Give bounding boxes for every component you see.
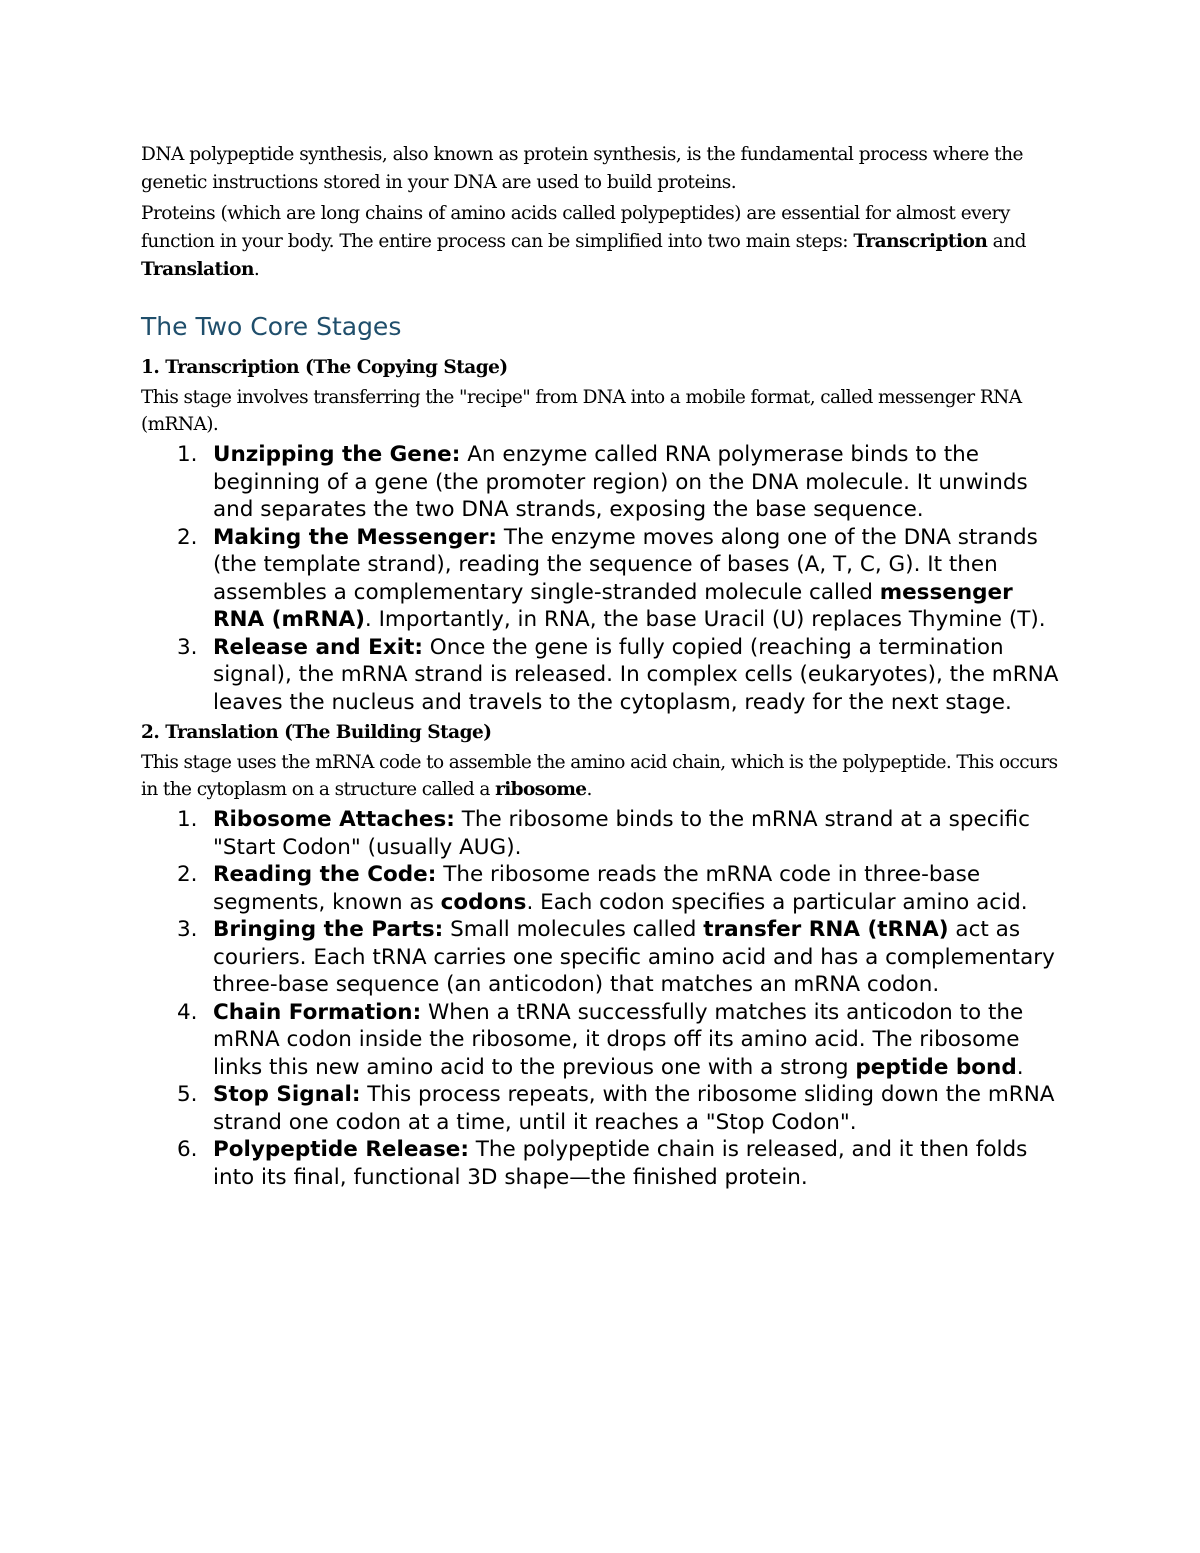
step-text: This process repeats, with the ribosome sliding down the mRNA strand one codon at a time, until it reaches a "Stop Codon". — [213, 1082, 1055, 1135]
section-heading: The Two Core Stages — [141, 312, 402, 341]
transcription-steps — [141, 441, 1061, 716]
step-number: 5. — [177, 1082, 198, 1107]
intro-p2-and: and — [987, 231, 1026, 252]
step-text: . — [1016, 1054, 1024, 1080]
step-term: messenger RNA (mRNA) — [213, 579, 1013, 632]
list-item — [141, 524, 1061, 634]
intro-term-transcription: Transcription — [853, 231, 988, 252]
step-number: 1. — [177, 807, 198, 832]
step-text: . Importantly, in RNA, the base Uracil (U) replaces Thymine (T). — [364, 607, 1046, 632]
list-item — [141, 1136, 1061, 1191]
step-title: Reading the Code: — [213, 862, 437, 887]
translation-steps — [141, 806, 1061, 1191]
step-number: 2. — [177, 524, 198, 550]
step-term: peptide bond — [855, 1054, 1017, 1080]
step-title: Making the Messenger: — [213, 524, 498, 550]
step-text: The ribosome binds to the mRNA strand at a specific "Start Codon" (usually AUG). — [213, 807, 1030, 860]
step-term: codons — [440, 889, 527, 915]
step-text: Small molecules called — [443, 917, 704, 942]
document-body — [141, 141, 1061, 1195]
list-item — [141, 999, 1061, 1082]
step-title: Ribosome Attaches: — [213, 807, 455, 832]
step-text: The polypeptide chain is released, and it then folds into its final, functional 3D shape—the finished protein. — [213, 1137, 1028, 1190]
step-text: act as couriers. Each tRNA carries one specific amino acid and has a complementary three-base sequence (an anticodon) that matches an mRNA codon. — [213, 917, 1055, 997]
step-number: 3. — [177, 634, 198, 660]
step-title: Chain Formation: — [213, 999, 422, 1025]
step-term: transfer RNA (tRNA) — [703, 917, 949, 942]
step-title: Unzipping the Gene: — [213, 442, 461, 467]
list-item — [141, 441, 1061, 524]
translation-desc-text: This stage uses the mRNA code to assemble the amino acid chain, which is the polypeptide. This occurs in the cytoplasm on a structure called a — [141, 752, 1058, 800]
step-number: 1. — [177, 442, 198, 467]
step-number: 2. — [177, 862, 198, 887]
transcription-description: This stage involves transferring the "recipe" from DNA into a mobile format, called messenger RNA (mRNA). — [141, 387, 1022, 435]
intro-term-translation: Translation — [141, 259, 254, 280]
intro-p2-text: Proteins (which are long chains of amino acids called polypeptides) are essential for almost every function in your body. The entire process can be simplified into two main steps: — [141, 203, 1010, 252]
translation-title: 2. Translation (The Building Stage) — [141, 722, 492, 743]
step-number: 6. — [177, 1137, 198, 1162]
step-text: . Each codon specifies a particular amino acid. — [526, 889, 1028, 915]
transcription-title: 1. Transcription (The Copying Stage) — [141, 357, 508, 378]
translation-description — [141, 749, 1061, 803]
step-title: Bringing the Parts: — [213, 917, 444, 942]
step-number: 3. — [177, 917, 198, 942]
translation-desc-end: . — [586, 779, 592, 800]
step-text: The ribosome reads the mRNA code in three-base segments, known as — [213, 862, 981, 915]
list-item — [141, 806, 1061, 861]
list-item — [141, 634, 1061, 717]
list-item — [141, 916, 1061, 999]
intro-paragraph-2 — [141, 200, 1061, 284]
translation-term-ribosome: ribosome — [495, 779, 587, 800]
step-number: 4. — [177, 999, 198, 1025]
intro-p2-end: . — [253, 259, 260, 280]
step-title: Release and Exit: — [213, 634, 423, 660]
list-item — [141, 861, 1061, 916]
step-text: The enzyme moves along one of the DNA strands (the template strand), reading the sequence of bases (A, T, C, G). It then assembles a complementary single-stranded molecule called — [213, 524, 1038, 605]
step-title: Polypeptide Release: — [213, 1137, 469, 1162]
intro-paragraph-1 — [141, 141, 1061, 197]
list-item — [141, 1081, 1061, 1136]
step-text: An enzyme called RNA polymerase binds to the beginning of a gene (the promoter region) on the DNA molecule. It unwinds and separates the two DNA strands, exposing the base sequence. — [213, 442, 1028, 522]
step-title: Stop Signal: — [213, 1082, 361, 1107]
step-text: Once the gene is fully copied (reaching a termination signal), the mRNA strand is released. In complex cells (eukaryotes), the mRNA leaves the nucleus and travels to the cytoplasm, ready for the next stage. — [213, 634, 1059, 715]
intro-p1-text: DNA polypeptide synthesis, also known as protein synthesis, is the fundamental process where the genetic instructions stored in your DNA are used to build proteins. — [141, 144, 1023, 193]
step-text: When a tRNA successfully matches its anticodon to the mRNA codon inside the ribosome, it drops off its amino acid. The ribosome links this new amino acid to the previous one with a strong — [213, 999, 1024, 1080]
